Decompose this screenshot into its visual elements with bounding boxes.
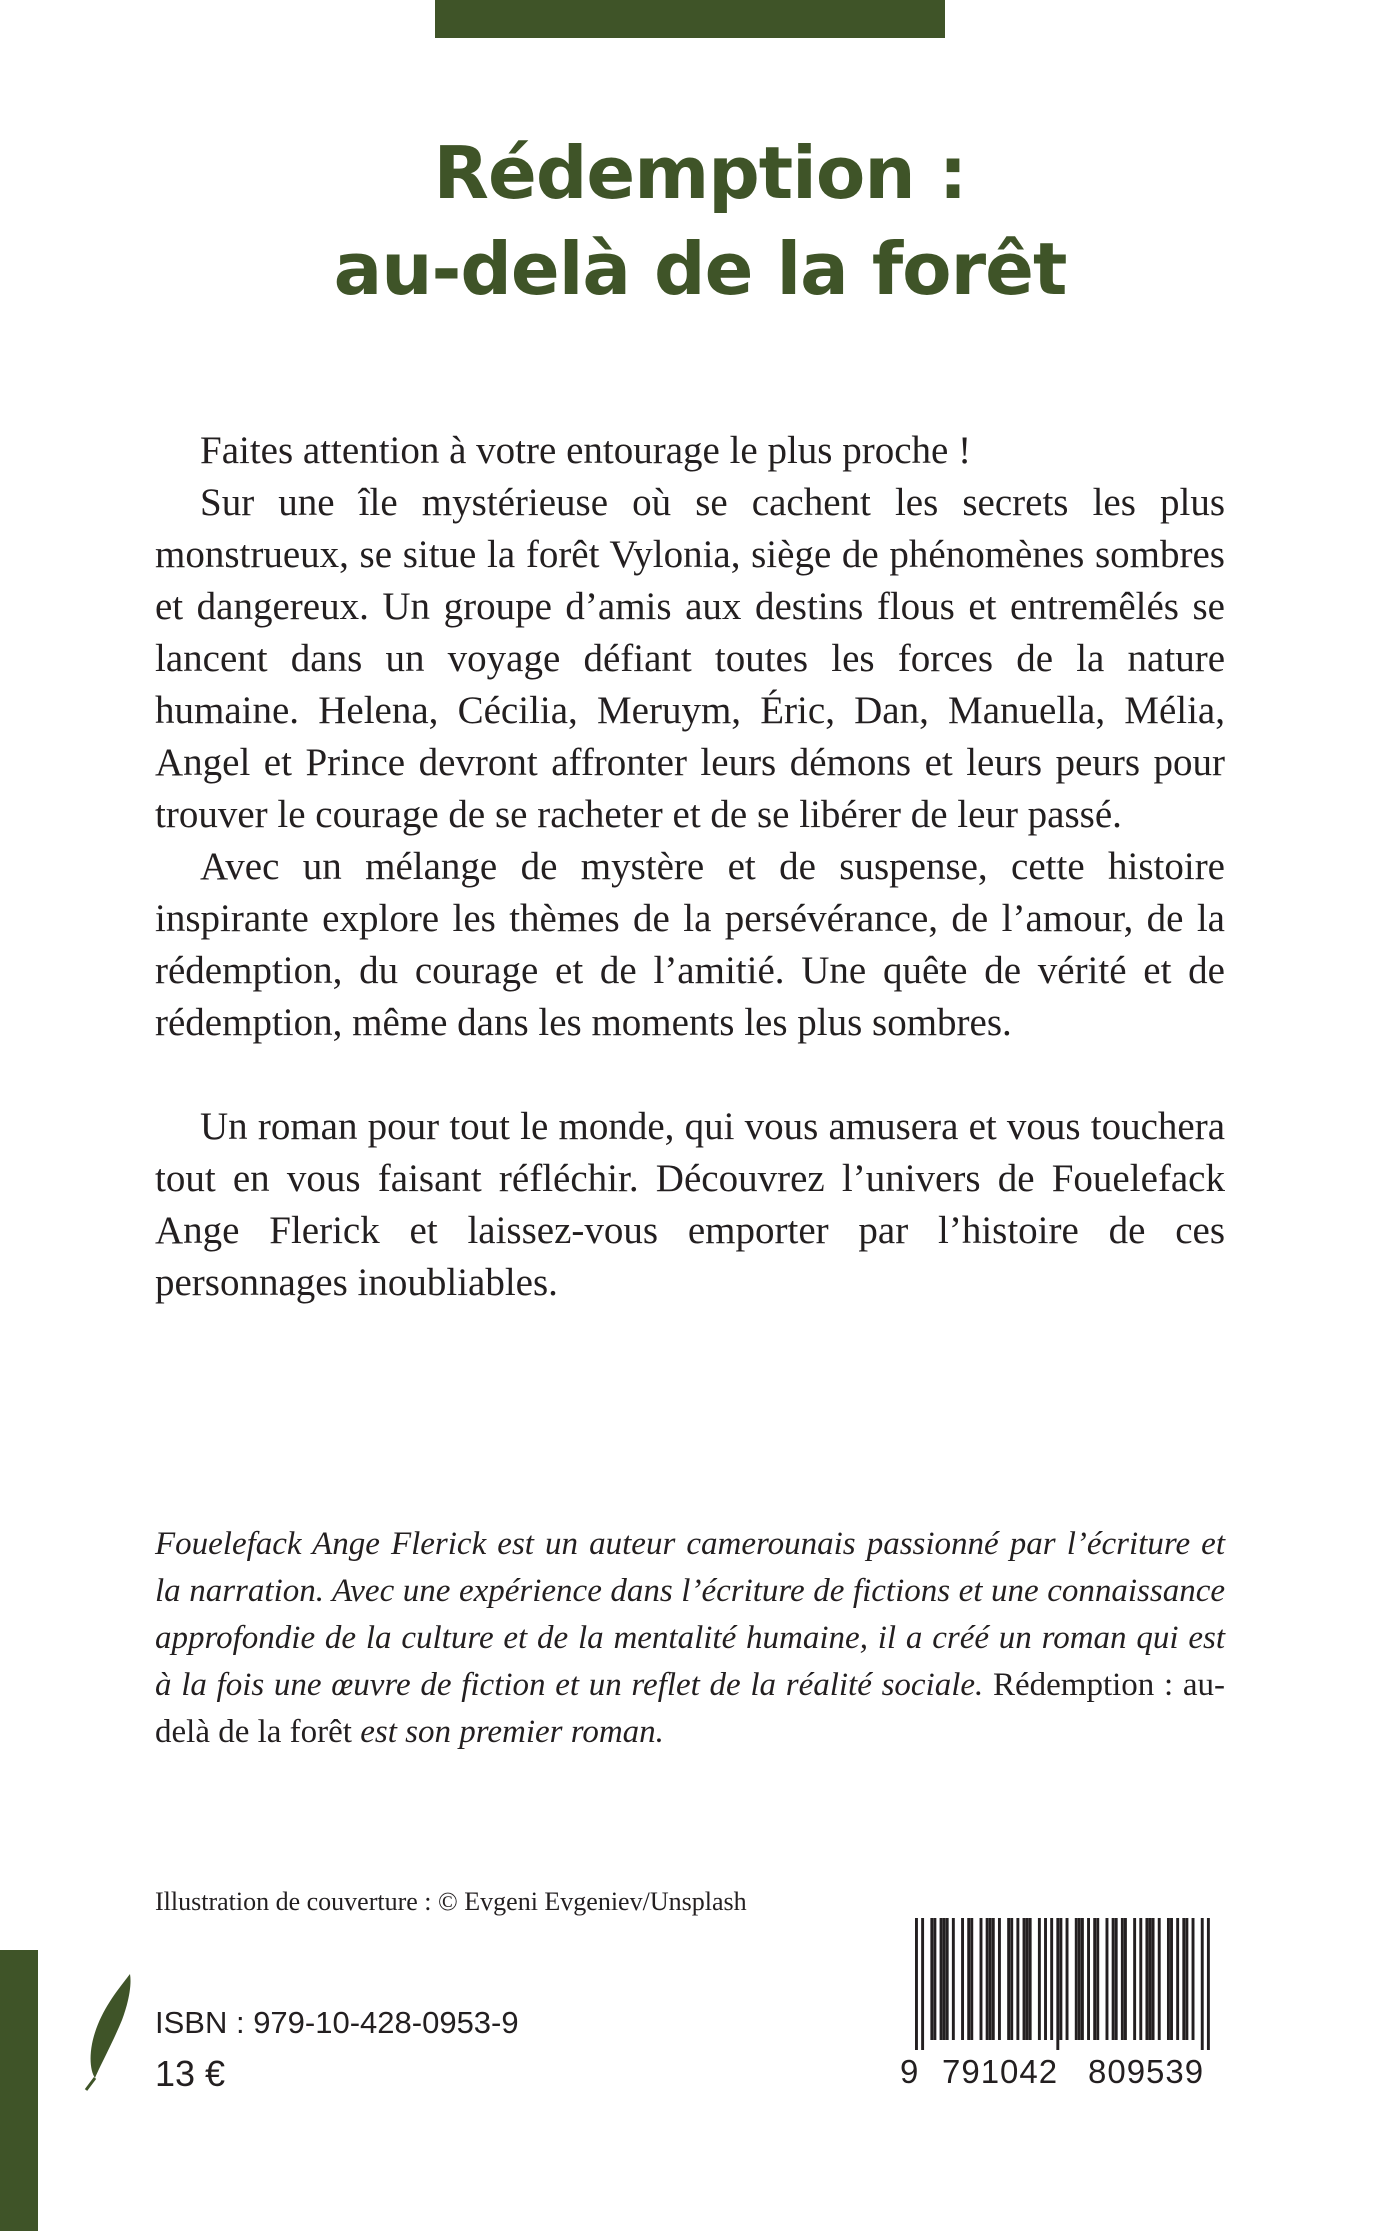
cover-illustration-credit: Illustration de couverture : © Evgeni Evgeniev/Unsplash — [155, 1887, 747, 1916]
barcode-bar — [1087, 1918, 1090, 2040]
author-bio — [155, 1521, 1225, 1756]
barcode-bar — [1044, 1918, 1047, 2040]
barcode-bar — [1075, 1918, 1078, 2040]
barcode-bar — [1133, 1918, 1136, 2040]
barcode-bar — [986, 1918, 989, 2040]
barcode-bar — [1078, 1918, 1081, 2040]
barcode-bar — [943, 1918, 946, 2040]
barcode-bar — [1029, 1918, 1032, 2040]
barcode-bar — [1124, 1918, 1127, 2040]
barcode-bar — [1010, 1918, 1013, 2040]
barcode-bar — [1026, 1918, 1029, 2040]
feather-icon — [82, 1972, 134, 2092]
blurb-paragraph: Avec un mélange de mystère et de suspense, cette histoire inspirante explore les thèmes de la persévérance, de l’amour, de la rédemption, du courage et de l’amitié. Une quête de vérité et de rédemption, même dans les moments les plus sombres. — [155, 845, 1225, 1044]
blurb-paragraph: Faites attention à votre entourage le plus proche ! — [200, 429, 972, 472]
barcode-number — [900, 2050, 1226, 2094]
barcode-bar — [1201, 1918, 1204, 2050]
barcode-bar — [1121, 1918, 1124, 2040]
barcode-bar — [998, 1918, 1001, 2040]
barcode-bar — [970, 1918, 973, 2040]
author-bio-book-title: Rédemption : au-delà de la forêt — [155, 1667, 1225, 1750]
barcode-bar — [1170, 1918, 1173, 2040]
price: 13 € — [155, 2053, 226, 2094]
barcode-bar — [940, 1918, 943, 2040]
barcode-bar — [1038, 1918, 1041, 2040]
barcode-bar — [933, 1918, 936, 2040]
barcode-bar — [1007, 1918, 1010, 2040]
barcode-bar — [1152, 1918, 1155, 2040]
barcode-bar — [1149, 1918, 1152, 2040]
barcode-bar — [1176, 1918, 1179, 2040]
barcode-bar — [946, 1918, 949, 2040]
barcode-bar — [1059, 1918, 1062, 2040]
barcode-bar — [1056, 1918, 1059, 2050]
barcode-bar — [1016, 1918, 1019, 2040]
barcode-bar — [1096, 1918, 1099, 2040]
author-bio-ending: est son premier roman. — [360, 1714, 664, 1750]
barcode-bar — [1185, 1918, 1188, 2040]
isbn: ISBN : 979-10-428-0953-9 — [155, 2005, 519, 2040]
barcode-bar — [1050, 1918, 1053, 2040]
barcode-first-digit: 9 — [900, 2053, 919, 2090]
top-color-band — [435, 0, 945, 38]
barcode-bar — [992, 1918, 995, 2040]
barcode-bar — [915, 1918, 918, 2050]
barcode-bar — [1207, 1918, 1210, 2050]
barcode-bar — [1112, 1918, 1115, 2040]
barcode-icon — [915, 1918, 1210, 2050]
book-title-line-1: Rédemption : — [433, 131, 967, 215]
blurb-paragraph: Sur une île mystérieuse où se cachent les secrets les plus monstrueux, se situe la forêt Vylonia, siège de phénomènes sombres et dangereux. Un groupe d’amis aux destins flous et entremêlés se lancent dans un voyage défiant toutes les forces de la nature humaine. Helena, Cécilia, Meruym, Éric, Dan, Manuella, Mélia, Angel et Prince devront affronter leurs démons et leurs peurs pour trouver le courage de se racheter et de se libérer de leur passé. — [155, 481, 1225, 836]
barcode-bar — [1023, 1918, 1026, 2040]
barcode-bar — [952, 1918, 955, 2040]
barcode — [900, 1918, 1226, 2096]
barcode-left-digits: 791042 — [942, 2053, 1059, 2090]
blurb-paragraph: Un roman pour tout le monde, qui vous amusera et vous touchera tout en vous faisant réfléchir. Découvrez l’univers de Fouelefack Ange Flerick et laissez-vous emporter par l’histoire de ces personnages inoubliables. — [155, 1105, 1225, 1304]
barcode-bar — [1081, 1918, 1084, 2040]
book-title — [0, 125, 1400, 317]
barcode-bar — [1106, 1918, 1109, 2040]
barcode-bar — [1115, 1918, 1118, 2040]
barcode-bar — [921, 1918, 924, 2050]
side-color-band — [0, 1950, 38, 2231]
barcode-bar — [1182, 1918, 1185, 2040]
barcode-bar — [989, 1918, 992, 2040]
barcode-bar — [961, 1918, 964, 2040]
barcode-bar — [1167, 1918, 1170, 2040]
barcode-bar — [967, 1918, 970, 2040]
barcode-bar — [1145, 1918, 1148, 2040]
barcode-right-digits: 809539 — [1088, 2053, 1205, 2090]
author-bio-text: Fouelefack Ange Flerick est un auteur camerounais passionné par l’écriture et la narration. Avec une expérience dans l’écriture de fictions et une connaissance approfondie de la culture et de la mentalité humaine, il a créé un roman qui est à la fois une œuvre de fiction et un reflet de la réalité sociale. — [155, 1526, 1225, 1703]
barcode-bar — [1192, 1918, 1195, 2040]
back-cover-blurb — [155, 425, 1225, 1309]
book-title-line-2: au-delà de la forêt — [333, 227, 1067, 311]
barcode-bar — [1139, 1918, 1142, 2040]
barcode-bar — [1093, 1918, 1096, 2040]
barcode-bar — [930, 1918, 933, 2040]
barcode-bar — [1158, 1918, 1161, 2040]
barcode-bar — [980, 1918, 983, 2040]
barcode-bar — [1066, 1918, 1069, 2040]
